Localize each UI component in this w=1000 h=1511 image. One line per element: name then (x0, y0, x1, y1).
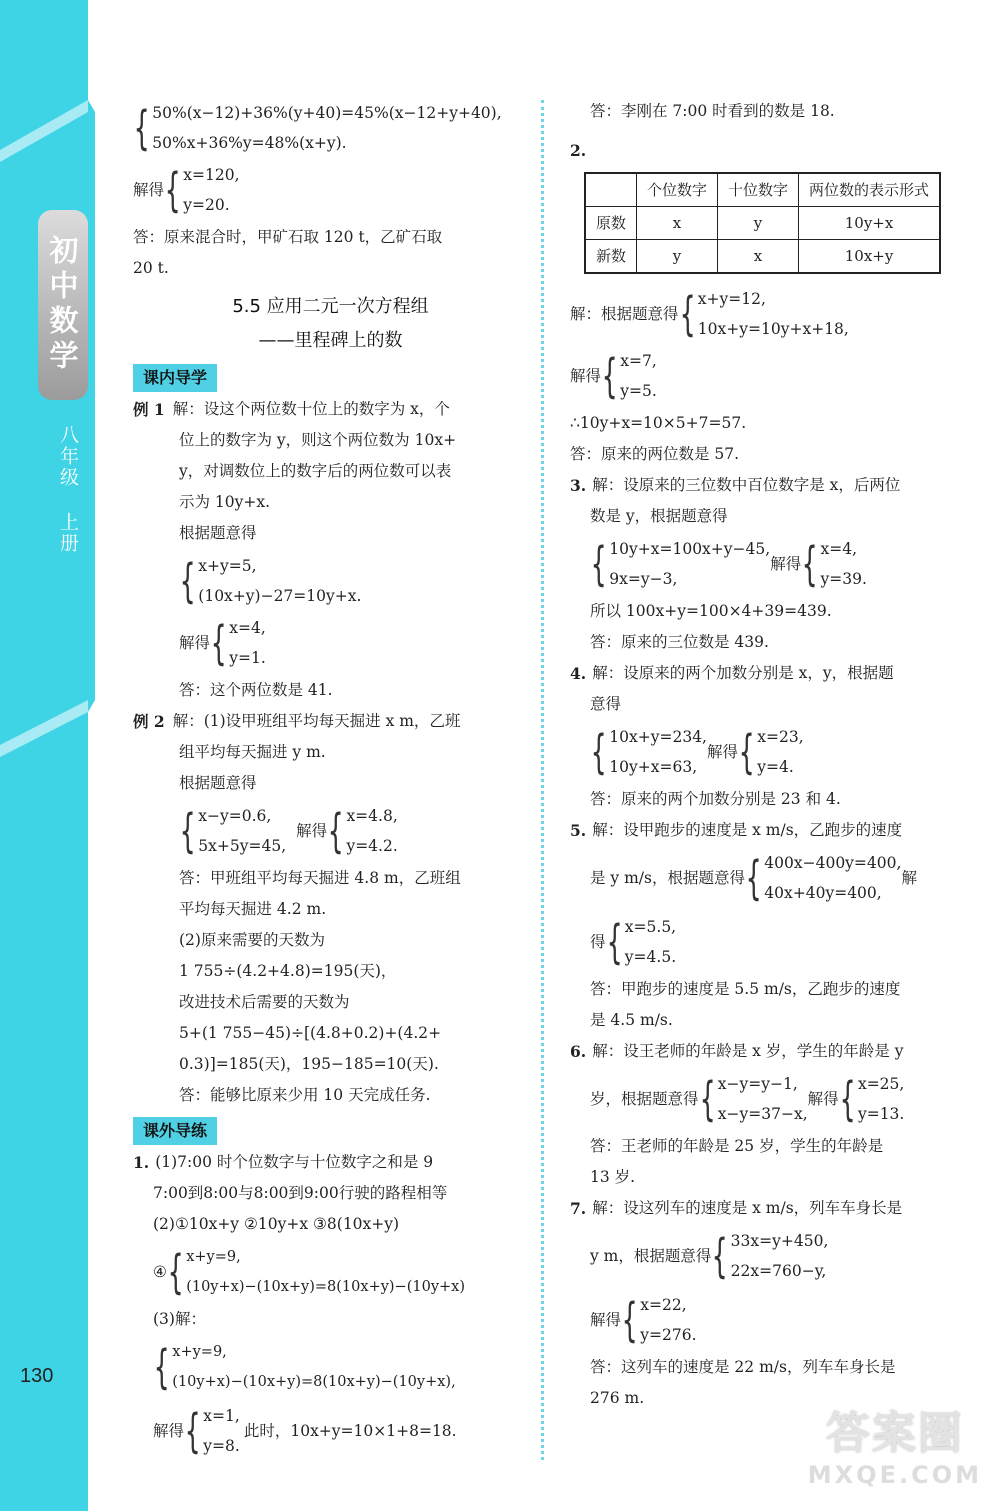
example-1: 例 1 解：设这个两位数十位上的数字为 x，个 (133, 400, 450, 419)
solution-system: { x=23, y=4. (738, 725, 804, 779)
answer-text: 答：原来的三位数是 439. (590, 633, 769, 651)
equation-system: { 10y+x=100x+y−45, 9x=y−3, (590, 537, 771, 591)
equation-system: { 400x−400y=400, 40x+40y=400, (745, 851, 902, 905)
solution-system: 解得 { x=120, y=20. (133, 163, 240, 217)
answer-text: 答：原来的两位数是 57. (570, 445, 740, 463)
question-7: 7. 解：设这列车的速度是 x m/s，列车车身长是 (570, 1199, 903, 1218)
answer-text: 答：原来混合时，甲矿石取 120 t，乙矿石取 (133, 228, 443, 246)
page-number: 130 (20, 1365, 54, 1387)
equation-system: { x−y=y−1, x−y=37−x, (699, 1072, 808, 1126)
watermark-logo: 答案圈 MXQE.COM (807, 1408, 982, 1489)
equation-system: { x+y=5, (10x+y)−27=10y+x. (179, 554, 362, 608)
answer-text: 20 t. (133, 259, 169, 277)
equation-system: { 33x=y+450, 22x=760−y, (711, 1229, 829, 1283)
solution-system: { x=4, y=39. (801, 537, 867, 591)
answer-text: 答：王老师的年龄是 25 岁，学生的年龄是 (590, 1137, 884, 1155)
left-column: { 50%(x−12)+36%(y+40)=45%(x−12+y+40), 50%x+36%y=48%(x+y). 解得 { x=120, y=20. 答：原来混合时，甲矿石取 120 t，乙矿石取 20 t. 5.5 应用二元一次方程组 ——里程碑上的数 课内导学 例 1 解：设这个两位数十位上的数字为 x，个 位上的数字为 y，则这个两位数为 10x+ y，对调数位上的数字后的两位数可以表 示为 10y+x. 根据题意得 { x+y=5, (10x+y)−27=10y+x. 解得 { x=4, y=1. 答：这个两位数是 41. 例 2 解：(1)设甲班组平均每天掘进 x m，乙班 组平均每天掘进 y m. 根据题意得 { x−y=0.6, 5x+5y=45, 解得 { x=4.8, y=4.2. 答：甲班组平均每天掘进 4.8 m，乙班组 平均每天掘进 4.2 m. (2)原来需要的天数为 1 755÷(4.2+4.8)=195(天)， 改进技术后需要的天数为 5+(1 755−45)÷[(4.8+0.2)+(4.2+ 0.3)]=185(天)，195−185=10(天). 答：能够比原来少用 10 天完成任务. 课外导练 1. (1)7:00 时个位数字与十位数字之和是 9 7:00到8:00与8:00到9:00行驶的路程相等 (2)①10x+y ②10y+x ③8(10x+y) ④ { x+y=9, (10y+x)−(10x+y)=8(10x+y)−(10y+x) (3)解： { x+y=9, (10y+x)−(10x+y)=8(10x+y)−(10y+x), 解得 { x=1, y=8. 此时，10x+y=10×1+8=18. (133, 96, 528, 1463)
table-row: 新数 y x 10x+y (585, 240, 940, 274)
solution-system: { x=4.8, y=4.2. (327, 804, 398, 858)
tag-in-class: 课内导学 (133, 364, 217, 392)
solution-system: 解得 { x=22, y=276. (590, 1293, 697, 1347)
table-row: 原数 x y 10y+x (585, 207, 940, 240)
equation-system: { x+y=9, (10y+x)−(10x+y)=8(10x+y)−(10y+x), (153, 1340, 456, 1394)
grade-label: 八年级 上册 (57, 425, 79, 554)
solution-system: { x=1, y=8. (184, 1404, 240, 1458)
section-title: 5.5 应用二元一次方程组 (232, 296, 429, 317)
answer-text: 答：甲班组平均每天掘进 4.8 m，乙班组 (179, 869, 461, 887)
example-2: 例 2 解：(1)设甲班组平均每天掘进 x m，乙班 (133, 712, 461, 731)
answer-text: 答：原来的两个加数分别是 23 和 4. (590, 790, 841, 808)
question-3: 3. 解：设原来的三位数中百位数字是 x，后两位 (570, 476, 901, 495)
question-6: 6. 解：设王老师的年龄是 x 岁，学生的年龄是 y (570, 1042, 904, 1061)
question-5: 5. 解：设甲跑步的速度是 x m/s，乙跑步的速度 (570, 821, 903, 840)
solution-system: 解得 { x=4, y=1. (179, 616, 266, 670)
answer-text: 答：甲跑步的速度是 5.5 m/s，乙跑步的速度 (590, 980, 901, 998)
digit-table: 个位数字 十位数字 两位数的表示形式 原数 x y 10y+x 新数 y x 10x+y (584, 172, 941, 274)
question-1: 1. (1)7:00 时个位数字与十位数字之和是 9 (133, 1153, 434, 1172)
subject-badge: 初中数学 (38, 210, 88, 400)
right-column: 答：李刚在 7:00 时看到的数是 18. 2. 个位数字 十位数字 两位数的表示形式 原数 x y 10y+x 新数 y x 10x+y 解：根据题意得 { x+y=12, 10x+y=10y+x+18, 解得 { x=7, y=5. ∴10y+x=10×5+7=57. 答：原来的两位数是 57. 3. 解：设原来的三位数中百位数字是 x，后两位 数是 y，根据题意得 { 10y+x=100x+y−45, 9x=y−3, 解得 { x=4, y=39. 所以 100x+y=100×4+39=439. 答：原来的三位数是 439. 4. 解：设原来的两个加数分别是 x，y，根据题 意得 { 10x+y=234, 10y+x=63, 解得 { x=23, y=4. 答：原来的两个加数分别是 23 和 4. 5. 解：设甲跑步的速度是 x m/s，乙跑步的速度 是 y m/s，根据题意得 { 400x−400y=400, 40x+40y=400, 解 得 { x=5.5, y=4.5. 答：甲跑步的速度是 5.5 m/s，乙跑步的速度 是 4.5 m/s. 6. 解：设王老师的年龄是 x 岁，学生的年龄是 y 岁，根据题意得 { x−y=y−1, x−y=37−x, 解得 { x=25, y=13. 答：王老师的年龄是 25 岁，学生的年龄是 13 岁. 7. 解：设这列车的速度是 x m/s，列车车身长是 y m，根据题意得 { 33x=y+450, 22x=760−y, 解得 { x=22, y=276. 答：这列车的速度是 22 m/s，列车车身长是 276 m. (570, 96, 950, 1414)
answer-text: 答：李刚在 7:00 时看到的数是 18. (590, 102, 835, 120)
equation-system: { 50%(x−12)+36%(y+40)=45%(x−12+y+40), 50%x+36%y=48%(x+y). (133, 101, 502, 155)
section-subtitle: ——里程碑上的数 (258, 330, 403, 351)
solution-system: 解得 { x=7, y=5. (570, 349, 657, 403)
tag-after-class: 课外导练 (133, 1117, 217, 1145)
question-2: 2. (570, 141, 587, 160)
answer-text: 答：能够比原来少用 10 天完成任务. (179, 1086, 431, 1104)
equation-system: 解：根据题意得 { x+y=12, 10x+y=10y+x+18, (570, 287, 849, 341)
equation-system: ④ { x+y=9, (10y+x)−(10x+y)=8(10x+y)−(10y+x) (153, 1245, 465, 1299)
question-4: 4. 解：设原来的两个加数分别是 x，y，根据题 (570, 664, 894, 683)
equation-system: { x−y=0.6, 5x+5y=45, (179, 804, 287, 858)
answer-text: 答：这列车的速度是 22 m/s，列车车身长是 (590, 1358, 896, 1376)
column-divider (541, 100, 544, 1460)
side-band (0, 0, 95, 1511)
equation-system: { 10x+y=234, 10y+x=63, (590, 725, 707, 779)
solution-system: 得 { x=5.5, y=4.5. (590, 915, 677, 969)
answer-text: 答：这个两位数是 41. (179, 681, 333, 699)
solution-system: { x=25, y=13. (839, 1072, 905, 1126)
